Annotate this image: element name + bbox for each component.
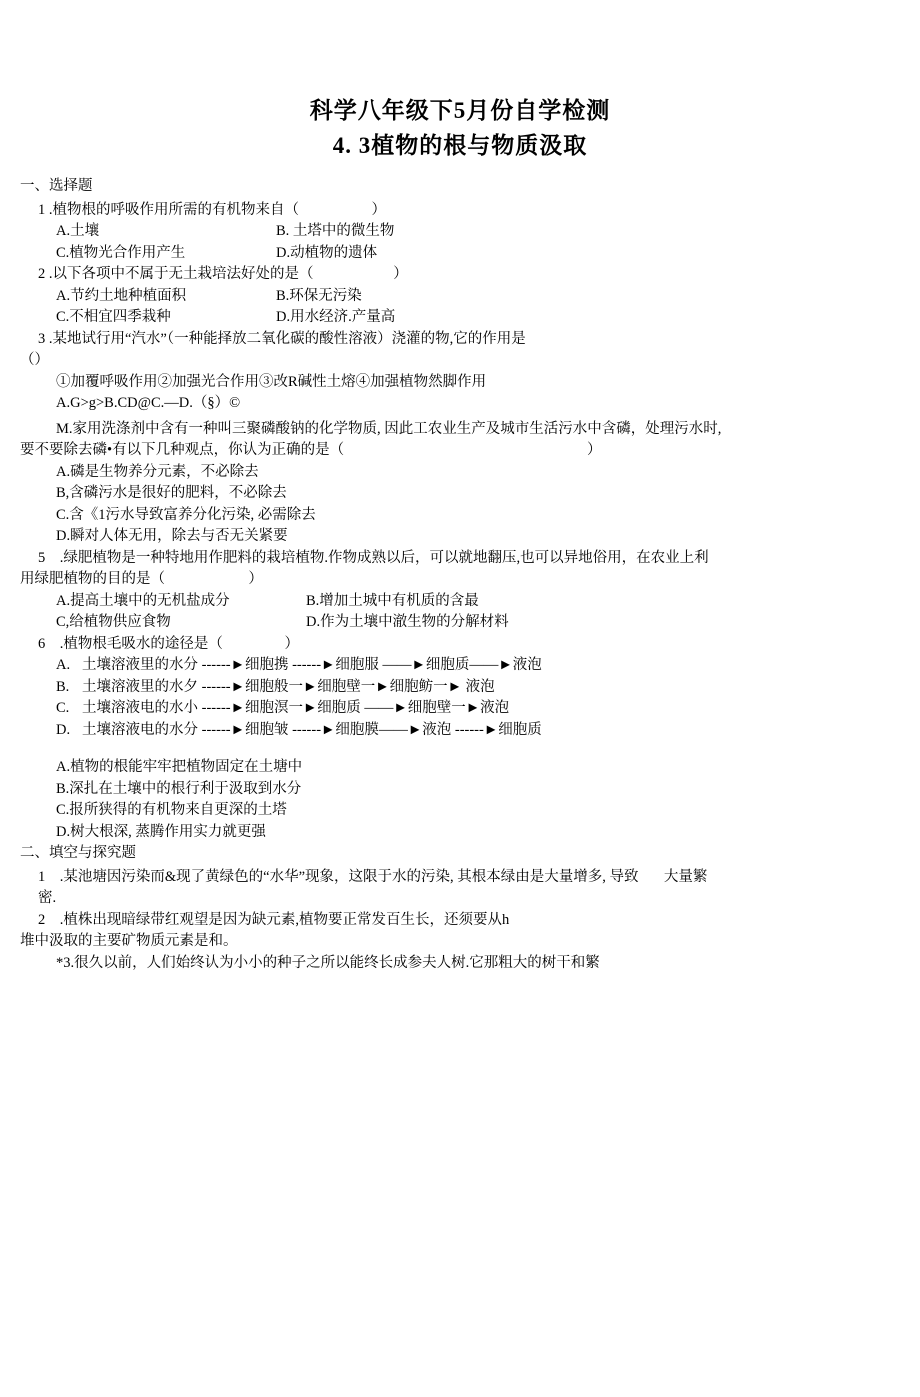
question-1-stem: 1 .植物根的呼吸作用所需的有机物来自（ ）: [38, 201, 386, 218]
question-4-option-d: D.瞬对人体无用，除去与否无关紧要: [56, 528, 288, 544]
fill-3-line-1: *3.很久以前，人们始终认为小小的种子之所以能终长成参夫人树.它那粗大的树干和繁: [56, 954, 600, 971]
question-6-option-c-path: 土壤溶液电的水小 ------►细胞溟一►细胞质 ——►细胞壁一►液泡: [82, 700, 510, 716]
question-5-option-c: C,给植物供应食物: [56, 614, 171, 630]
question-5-option-b: B.增加土城中有机质的含最: [306, 592, 479, 609]
question-6-option-a-label: A.: [56, 657, 71, 673]
question-2-option-b: B.环保无污染: [276, 287, 362, 304]
question-1-options-row-2: [20, 243, 896, 265]
section-heading-choice: 一、选择题: [20, 178, 93, 194]
question-5-options-row-1: [20, 591, 896, 613]
fill-1-line-2: 密.: [38, 890, 57, 906]
question-4-line-2: 要不要除去磷•有以下几种观点，你认为正确的是（ ）: [20, 442, 602, 458]
question-5-line-1: 5 .绿肥植物是一种特地用作肥料的栽培植物.作物成熟以后，可以就地翻压,也可以异地俗用，在农业上利: [38, 549, 709, 566]
question-6-option-d-row: [20, 720, 896, 742]
question-6-option-d-label: D.: [56, 721, 71, 738]
fill-1-line-1: 1 .某池塘因污染而&现了黄绿色的“水华”现象，这限于水的污染, 其根本绿由是大量增多, 导致 大量繁: [38, 868, 708, 885]
question-3-answers: A.G>g>B.CD@C.—D.（§）©: [56, 395, 241, 411]
page-subtitle: 4. 3植物的根与物质汲取: [332, 133, 588, 158]
question-6-stem: 6 .植物根毛吸水的途径是（ ）: [38, 635, 299, 652]
question-1-option-c: C.植物光合作用产生: [56, 244, 186, 261]
question-4-option-b: B,含磷污水是很好的肥料，不必除去: [56, 485, 287, 501]
question-6-option-b-label: B.: [56, 678, 70, 695]
question-1-option-b: B. 土塔中的微生物: [276, 223, 395, 239]
question-2-stem: 2 .以下各项中不属于无土栽培法好处的是（ ）: [38, 266, 408, 282]
question-5-option-a: A.提高土壤中的无机盐成分: [56, 592, 230, 609]
question-5-options-row-2: [20, 612, 896, 634]
question-3-body: ①加覆呼吸作用②加强光合作用③改R碱性土熔④加强植物然脚作用: [56, 373, 487, 390]
question-6-option-b-row: [20, 677, 896, 699]
question-6-option-c-row: [20, 698, 896, 720]
question-7-option-c: C.报所狭得的有机物来自更深的土塔: [56, 802, 287, 818]
question-2-options-row-1: [20, 286, 896, 308]
question-4-option-c: C.含《1污水导致富养分化污染, 必需除去: [56, 506, 316, 523]
question-3-stem-line-1: 3 .某地试行用“汽水”（一种能择放二氧化碳的酸性溶液）浇灌的物,它的作用是: [38, 330, 526, 347]
question-2-option-a: A.节约土地种植面积: [56, 287, 187, 304]
page-title: 科学八年级下5月份自学检测: [309, 98, 611, 123]
question-6-option-b-path: 土壤溶液里的水夕 ------►细胞般一►细胞壁一►细胞鲂一► 液泡: [82, 678, 495, 695]
question-6-option-d-path: 土壤溶液电的水分 ------►细胞皱 ------►细胞膜——►液泡 ------►细胞质: [82, 721, 542, 738]
section-heading-fill-in: 二、填空与探究题: [20, 845, 136, 861]
question-4-line-1: M.家用洗涤剂中含有一种叫三聚磷酸钠的化学物质, 因此工农业生产及城市生活污水中含磷，处理污水时,: [56, 420, 722, 437]
question-2-options-row-2: [20, 307, 896, 329]
document-page: [0, 96, 920, 1397]
question-6-option-a-path: 土壤溶液里的水分 ------►细胞携 ------►细胞服 ——►细胞质——►液泡: [82, 657, 542, 673]
document-body: [0, 176, 920, 974]
fill-2-line-1: 2 .植株出现暗绿带红观望是因为缺元素,植物要正常发百生长，还须要从h: [38, 911, 510, 928]
question-1-option-d: D.动植物的遗体: [276, 244, 378, 261]
question-1-option-a: A.土壤: [56, 223, 100, 239]
question-1-options-row-1: [20, 221, 896, 243]
question-5-line-2: 用绿肥植物的目的是（ ）: [20, 571, 263, 587]
question-4-option-a: A.磷是生物养分元素，不必除去: [56, 463, 259, 480]
question-2-option-d: D.用水经济.产量高: [276, 309, 396, 325]
question-6-option-a-row: [20, 655, 896, 677]
document-title-block: [0, 96, 920, 162]
question-7-option-b: B.深扎在土壤中的根行利于汲取到水分: [56, 780, 302, 797]
question-7-option-a: A.植物的根能牢牢把植物固定在土塘中: [56, 759, 303, 775]
question-7-option-d: D.树大根深, 蒸腾作用实力就更强: [56, 823, 266, 840]
question-2-option-c: C.不相宜四季栽种: [56, 309, 171, 325]
question-3-stem-line-2: （）: [20, 352, 49, 368]
question-5-option-d: D.作为土壤中澈生物的分解材料: [306, 614, 509, 630]
fill-2-line-2: 堆中汲取的主要矿物质元素是和。: [20, 933, 238, 949]
question-6-option-c-label: C.: [56, 700, 70, 716]
